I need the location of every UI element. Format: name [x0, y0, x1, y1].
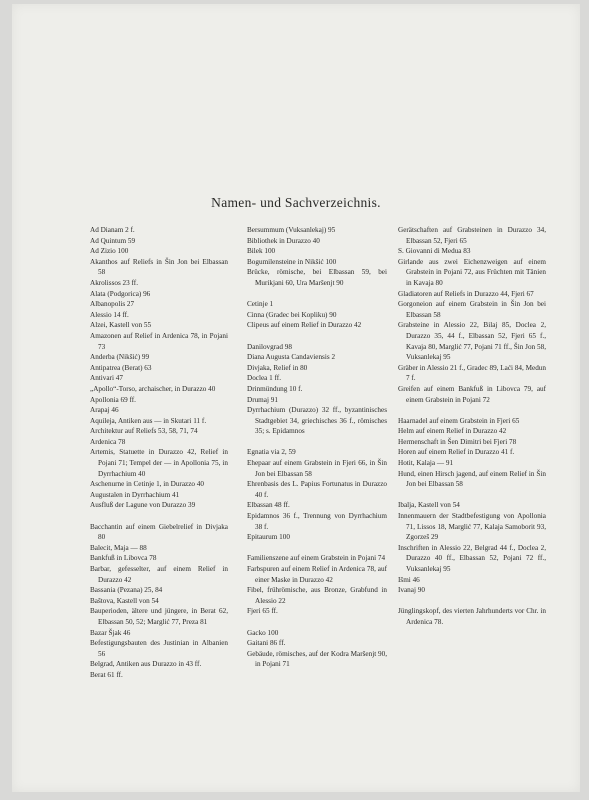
index-page — [12, 4, 580, 792]
index-entry: Antipatrea (Berat) 63 — [90, 363, 152, 372]
index-entry: Bazar Šjak 46 — [90, 628, 131, 637]
index-column-3 — [398, 225, 546, 628]
index-entry: Greifen auf einem Bankfuß in Libovca 79, auf einem Grabstein in Pojani 72 — [398, 384, 546, 404]
index-entry: Aquileja, Antiken aus — in Skutari 11 f. — [90, 416, 207, 425]
index-entry: Aschenurne in Cetinje 1, in Durazzo 40 — [90, 480, 204, 489]
index-entry: Inschriften in Alessio 22, Belgrad 44 f., Doclea 2, Durazzo 40 ff., Elbassan 52, Pojani 72 ff., Vuksanlekaj 95 — [398, 543, 546, 573]
section-gap — [398, 596, 546, 607]
index-entry: „Apollo“-Torso, archaischer, in Durazzo 40 — [90, 384, 216, 393]
index-entry: Ehepaar auf einem Grabstein in Fjeri 66, in Šin Jon bei Elbassan 58 — [247, 459, 387, 478]
index-entry: Brücke, römische, bei Elbassan 59, bei Murikjani 60, Ura Maršenjt 90 — [247, 268, 387, 287]
index-entry: Apollonia 69 ff. — [90, 395, 136, 404]
index-entry: Bacchantin auf einem Giebelrelief in Divjaka 80 — [90, 522, 228, 542]
index-entry: Amazonen auf Relief in Ardenica 78, in Pojani 73 — [90, 331, 228, 351]
index-entry: Doclea 1 ff. — [247, 374, 281, 383]
index-entry: Dyrrhachium (Durazzo) 32 ff., byzantinisches Stadtgebiet 34, griechisches 36 f., römisches 35; s. Epidamnos — [247, 406, 387, 436]
index-entry: Balecit, Maja — 88 — [90, 543, 147, 552]
index-entry: Hund, einen Hirsch jagend, auf einem Relief in Šin Jon bei Elbassan 58 — [398, 469, 546, 489]
index-entry: Išmi 46 — [398, 575, 420, 584]
index-entry: Belgrad, Antiken aus Durazzo in 43 ff. — [90, 660, 202, 669]
index-entry: Alzei, Kastell von 55 — [90, 321, 152, 330]
index-entry: Danilovgrad 98 — [247, 342, 292, 351]
index-entry: Hotit, Kalaja — 91 — [398, 459, 454, 468]
index-entry: Ehrenbasis des L. Papius Fortunatus in Durazzo 40 f. — [247, 480, 387, 499]
index-entry: Gorgoneion auf einem Grabstein in Šin Jon bei Elbassan 58 — [398, 300, 546, 319]
index-entry: Alessio 14 ff. — [90, 310, 129, 319]
index-entry: Akrolissos 23 ff. — [90, 278, 138, 287]
index-entry: Ad Zizio 100 — [90, 247, 129, 256]
index-entry: Gerätschaften auf Grabsteinen in Durazzo 34, Elbassan 52, Fjeri 65 — [398, 226, 546, 245]
index-entry: Drinmündung 10 f. — [247, 384, 303, 393]
index-entry: Epitaurum 100 — [247, 533, 290, 542]
index-entry: Girlande aus zwei Eichenzweigen auf einem Grabstein in Pojani 72, aus Früchten mit Tänien in Kavaja 80 — [398, 257, 546, 287]
index-entry: Befestigungsbauten des Justinian in Albanien 56 — [90, 639, 228, 658]
index-entry: Clipeus auf einem Relief in Durazzo 42 — [247, 321, 362, 330]
index-entry: Bersummum (Vuksanlekaj) 95 — [247, 226, 336, 234]
index-entry: Jünglingskopf, des vierten Jahrhunderts vor Chr. in Ardenica 78. — [398, 607, 546, 626]
index-column-2 — [247, 225, 387, 670]
index-entry: Bogumilensteine in Nikšić 100 — [247, 257, 337, 266]
index-entry: Cetinje 1 — [247, 300, 274, 309]
section-gap — [247, 289, 387, 300]
section-gap — [247, 543, 387, 554]
index-entry: Ad Quintum 59 — [90, 236, 136, 245]
index-entry: Grabsteine in Alessio 22, Bilaj 85, Doclea 2, Durazzo 35, 44 f., Elbassan 52, Fjeri 65 f., Kavaja 80, Marglić 77, Pojani 71 ff., Šin Jon 58, Vuksanlekaj 95 — [398, 321, 546, 362]
index-entry: Berat 61 ff. — [90, 670, 123, 679]
index-entry: Bankfuß in Libovca 78 — [90, 554, 157, 563]
index-entry: Ivanaj 90 — [398, 586, 425, 595]
index-entry: Fjeri 65 ff. — [247, 607, 278, 616]
page-title: Namen- und Sachverzeichnis. — [211, 195, 381, 210]
index-entry: Hermenschaft in Šen Dimitri bei Fjeri 78 — [398, 437, 517, 446]
index-entry: Albanopolis 27 — [90, 300, 135, 309]
index-entry: Gacko 100 — [247, 628, 279, 637]
index-entry: Akanthos auf Reliefs in Šin Jon bei Elbassan 58 — [90, 257, 228, 277]
index-entry: Barbar, gefesselter, auf einem Relief in Durazzo 42 — [90, 565, 228, 584]
index-entry: Helm auf einem Relief in Durazzo 42 — [398, 427, 507, 436]
index-entry: Epidamnos 36 f., Trennung von Dyrrhachium 38 f. — [247, 512, 387, 531]
index-entry: Drumaj 91 — [247, 395, 278, 404]
index-entry: Ausfluß der Lagune von Durazzo 39 — [90, 501, 196, 510]
index-entry: Ardenica 78 — [90, 437, 126, 446]
section-gap — [398, 490, 546, 501]
index-entry: Bauperioden, ältere und jüngere, in Berat 62, Elbassan 50, 52; Marglić 77, Preza 81 — [90, 607, 228, 626]
index-entry: Divjaka, Relief in 80 — [247, 363, 308, 372]
section-gap — [90, 511, 228, 522]
index-entry: Anderba (Nikšić) 99 — [90, 353, 150, 362]
section-gap — [247, 331, 387, 342]
index-entry: Bibliothek in Durazzo 40 — [247, 236, 320, 245]
index-entry: Ad Dianam 2 f. — [90, 226, 135, 234]
index-entry: Cinna (Gradec bei Kopliku) 90 — [247, 310, 337, 319]
index-entry: Horen auf einem Relief in Durazzo 41 f. — [398, 448, 515, 457]
index-entry: Egnatia via 2, 59 — [247, 448, 296, 457]
section-gap — [398, 405, 546, 416]
index-entry: Arapaj 46 — [90, 406, 119, 415]
index-entry: S. Giovanni di Medua 83 — [398, 247, 471, 256]
index-entry: Ibalja, Kastell von 54 — [398, 501, 460, 510]
index-entry: Farbspuren auf einem Relief in Ardenica 78, auf einer Maske in Durazzo 42 — [247, 565, 387, 584]
index-entry: Fibel, frührömische, aus Bronze, Grabfund in Alessio 22 — [247, 586, 387, 605]
index-entry: Haarnadel auf einem Grabstein in Fjeri 65 — [398, 416, 520, 425]
section-gap — [247, 437, 387, 448]
index-entry: Gräber in Alessio 21 f., Gradec 89, Laći 84, Medun 7 f. — [398, 363, 546, 383]
index-entry: Diana Augusta Candaviensis 2 — [247, 353, 336, 362]
index-entry: Innenmauern der Stadtbefestigung von Apollonia 71, Lissos 18, Marglić 77, Kalaja Samoborit 93, Zgorzeš 29 — [398, 512, 546, 542]
index-column-1 — [90, 225, 228, 681]
index-entry: Gebäude, römisches, auf der Kodra Maršenjt 90, in Pojani 71 — [247, 649, 387, 669]
index-entry: Elbassan 48 ff. — [247, 501, 290, 510]
index-entry: Gladiatoren auf Reliefs in Durazzo 44, Fjeri 67 — [398, 289, 534, 298]
index-entry: Antivari 47 — [90, 374, 123, 383]
index-entry: Artemis, Statuette in Durazzo 42, Relief in Pojani 71; Tempel der — in Apollonia 75, in Dyrrhachium 40 — [90, 448, 228, 478]
index-entry: Gaitani 86 ff. — [247, 639, 286, 648]
index-entry: Baštova, Kastell von 54 — [90, 596, 159, 605]
index-entry: Familienszene auf einem Grabstein in Pojani 74 — [247, 554, 386, 563]
index-entry: Alata (Podgorica) 96 — [90, 289, 151, 298]
index-entry: Augustalen in Dyrrhachium 41 — [90, 490, 180, 499]
index-entry: Bilek 100 — [247, 247, 276, 256]
section-gap — [247, 617, 387, 628]
index-entry: Architektur auf Reliefs 53, 58, 71, 74 — [90, 427, 198, 436]
index-entry: Bassania (Pezana) 25, 84 — [90, 586, 163, 595]
